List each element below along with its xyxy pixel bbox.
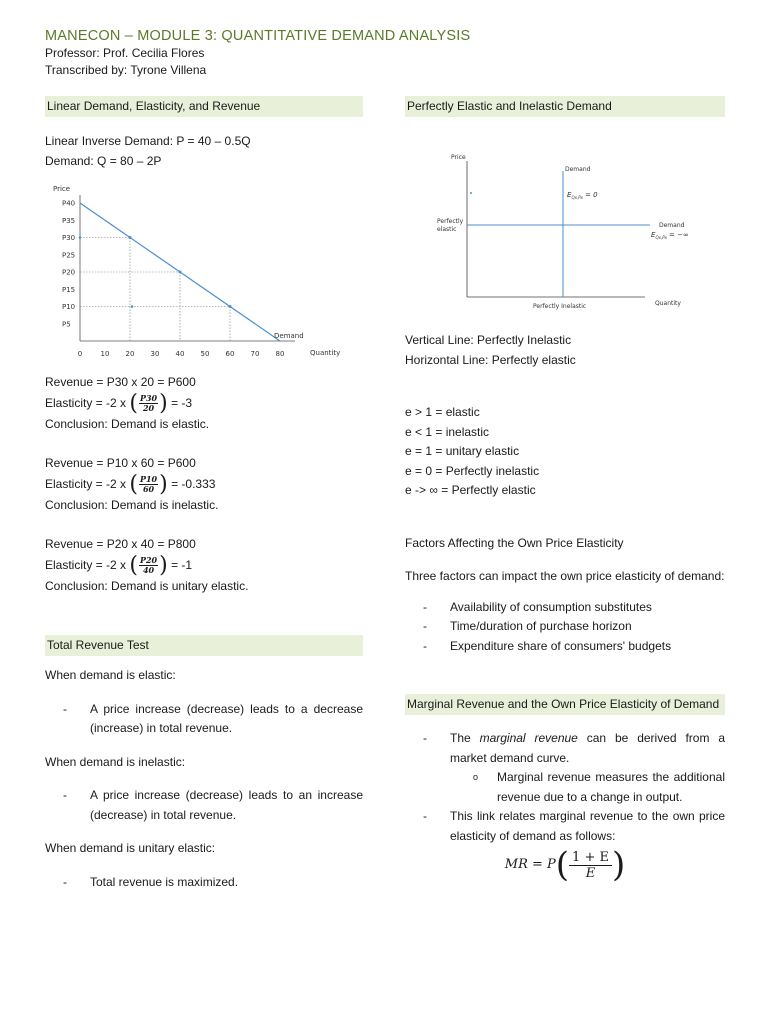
mr-formula: MR = P ( $\frac{1 + E}{E}$ )	[504, 845, 626, 885]
horizontal-line-note: Horizontal Line: Perfectly elastic	[405, 352, 576, 367]
x-tick-label: 30	[150, 350, 160, 358]
vertical-line-note: Vertical Line: Perfectly Inelastic	[405, 333, 572, 347]
factor-item	[405, 617, 725, 637]
diagram-price-label: Price	[451, 154, 466, 161]
y-tick-label: P25	[62, 251, 76, 260]
page-header	[45, 28, 470, 79]
x-tick-label: 40	[175, 350, 185, 358]
axis-point-marker	[79, 236, 82, 239]
mr-sub-bullet	[405, 768, 725, 807]
elasticity-rules	[405, 403, 725, 501]
elasticity-example	[45, 535, 363, 596]
professor-line: Professor: Prof. Cecilia Flores	[45, 46, 205, 60]
axis-point-marker	[131, 305, 134, 308]
bullet-dash: -	[423, 599, 427, 614]
x-tick-label: 20	[125, 350, 135, 358]
elasticity-line: Elasticity = -2 x ( P10 60 ) = -0.333	[45, 471, 216, 497]
bullet-text: Expenditure share of consumers' budgets	[450, 638, 672, 653]
elasticity-rule: e > 1 = elastic	[405, 405, 480, 419]
right-column	[405, 96, 726, 885]
elasticity-example	[45, 454, 363, 515]
formula-lhs: MR = P	[504, 857, 556, 873]
chart-xlabel: Quantity	[310, 349, 341, 357]
diagram-demand-top: Demand	[565, 166, 591, 173]
formula-denominator: E	[585, 865, 596, 881]
elasticity-example	[45, 373, 363, 434]
bullet-dash: -	[63, 701, 67, 716]
revenue-line: Revenue = P20 x 40 = P800	[45, 537, 196, 551]
demand-point	[179, 271, 182, 274]
bullet-text: A price increase (decrease) leads to a decrease (increase) in total revenue.	[90, 701, 363, 735]
bullet-text: A price increase (decrease) leads to an increase (decrease) in total revenue.	[90, 788, 363, 822]
y-tick-label: P15	[62, 285, 76, 294]
trt-elastic-bullet	[45, 700, 363, 739]
diagram-perfectly-elastic-1: Perfectly	[437, 218, 464, 225]
diagram-eq-top: $E_{Qx,Px} = 0$	[567, 191, 598, 200]
section-heading-total-revenue-test: Total Revenue Test	[45, 635, 363, 656]
revenue-line: Revenue = P30 x 20 = P600	[45, 375, 196, 389]
elasticity-fraction: ( P20 40 )	[129, 552, 168, 578]
bullet-text: Time/duration of purchase horizon	[450, 619, 632, 633]
x-tick-label: 50	[200, 350, 210, 358]
y-tick-label: P30	[62, 234, 76, 242]
formula-fraction	[569, 850, 612, 881]
section-heading-perfect-elasticity: Perfectly Elastic and Inelastic Demand	[405, 96, 725, 117]
circle-bullet: o	[473, 772, 479, 782]
diagram-eq-right: $E_{Qx,Px}$ = −∞	[651, 231, 689, 240]
factors-title: Factors Affecting the Own Price Elasticity	[405, 535, 624, 550]
conclusion-line: Conclusion: Demand is unitary elastic.	[45, 578, 249, 593]
document-title: MANECON – MODULE 3: QUANTITATIVE DEMAND ANALYSIS	[45, 28, 471, 44]
x-tick-label: 10	[100, 350, 110, 358]
elasticity-rule: e -> ∞ = Perfectly elastic	[405, 483, 536, 497]
elasticity-line: Elasticity = -2 x ( P20 40 ) = -1	[45, 552, 193, 578]
transcriber-line: Transcribed by: Tyrone Villena	[45, 63, 207, 77]
trt-inelastic-bullet	[45, 786, 363, 825]
demand-point	[129, 236, 132, 239]
y-tick-label: P35	[62, 216, 76, 225]
elasticity-fraction: ( P30 20 )	[129, 390, 168, 416]
x-tick-label: 80	[275, 350, 285, 358]
formula-numerator: 1 + E	[569, 850, 612, 866]
factor-item	[405, 598, 725, 618]
bullet-dash: -	[63, 788, 67, 802]
section-heading-marginal-revenue: Marginal Revenue and the Own Price Elasticity of Demand	[405, 694, 725, 715]
trt-unitary-bullet	[45, 873, 363, 893]
trt-unitary-label: When demand is unitary elastic:	[45, 841, 216, 855]
demand-point	[229, 305, 232, 308]
bullet-dash: -	[63, 874, 67, 889]
demand-curve-label: Demand	[274, 332, 304, 340]
elasticity-rule: e = 0 = Perfectly inelastic	[405, 463, 540, 478]
y-tick-label: P20	[62, 268, 76, 277]
left-column	[45, 96, 363, 892]
elasticity-fraction: ( P10 60 )	[129, 471, 168, 497]
x-tick-label: 70	[250, 350, 260, 358]
bullet-dash: -	[423, 731, 427, 745]
bullet-text: Availability of consumption substitutes	[450, 599, 652, 614]
bullet-dash: -	[423, 809, 427, 823]
x-tick-label: 60	[225, 350, 235, 358]
y-tick-label: P40	[62, 199, 76, 208]
trt-inelastic-label: When demand is inelastic:	[45, 754, 186, 769]
linear-demand-chart	[45, 181, 363, 373]
inverse-demand-equation: Linear Inverse Demand: P = 40 – 0.5Q	[45, 134, 251, 148]
sub-bullet-text: Marginal revenue measures the additional revenue due to a change in output.	[497, 770, 725, 804]
axis-marker	[470, 192, 472, 194]
factors-list	[405, 598, 725, 657]
diagram-perfectly-inelastic: Perfectly Inelastic	[533, 303, 587, 310]
revenue-line: Revenue = P10 x 60 = P600	[45, 456, 196, 470]
y-tick-label: P10	[62, 303, 76, 311]
factors-intro: Three factors can impact the own price elasticity of demand:	[405, 569, 725, 583]
elasticity-examples	[45, 373, 363, 596]
perfect-elasticity-diagram	[405, 123, 725, 323]
chart-ylabel: Price	[53, 185, 71, 193]
factor-item	[405, 637, 725, 657]
demand-equation: Demand: Q = 80 – 2P	[45, 153, 162, 168]
section-heading-linear-demand: Linear Demand, Elasticity, and Revenue	[45, 96, 363, 117]
mr-bullet-2	[405, 807, 725, 846]
bullet-text: Total revenue is maximized.	[90, 874, 239, 889]
conclusion-line: Conclusion: Demand is inelastic.	[45, 497, 219, 512]
bullet-text: The marginal revenue can be derived from a market demand curve.	[450, 731, 726, 765]
elasticity-rule: e < 1 = inelastic	[405, 424, 490, 439]
bullet-dash: -	[423, 638, 427, 653]
trt-elastic-label: When demand is elastic:	[45, 668, 176, 682]
mr-bullet-1	[405, 729, 725, 768]
diagram-demand-right: Demand	[659, 222, 685, 229]
conclusion-line: Conclusion: Demand is elastic.	[45, 416, 210, 431]
elasticity-rule: e = 1 = unitary elastic	[405, 444, 520, 458]
x-tick-label: 0	[77, 350, 83, 358]
bullet-text: This link relates marginal revenue to the own price elasticity of demand as follows:	[450, 809, 725, 843]
diagram-quantity-label: Quantity	[655, 300, 681, 307]
elasticity-line: Elasticity = -2 x ( P30 20 ) = -3	[45, 390, 193, 416]
bullet-dash: -	[423, 619, 427, 633]
diagram-perfectly-elastic-2: elastic	[437, 226, 457, 233]
y-tick-label: P5	[62, 320, 71, 329]
